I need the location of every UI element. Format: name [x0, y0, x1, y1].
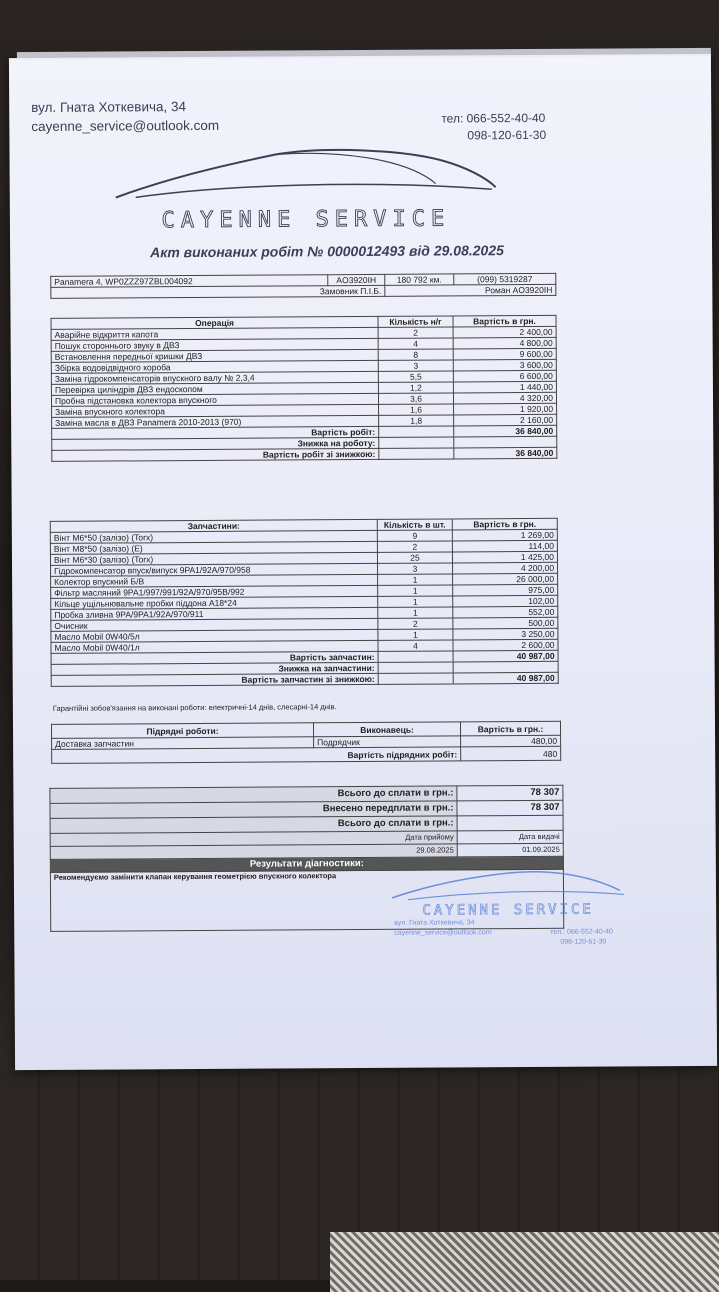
ops-discounted-label: Вартість робіт зі знижкою:	[52, 448, 379, 461]
parts-discounted-label: Вартість запчастин зі знижкою:	[51, 673, 378, 686]
warranty-text: Гарантійні зобов'язання на виконані роботи: електричні-14 днів, слесарні-14 днів.	[52, 702, 337, 713]
diagnostics-text: Рекомендуємо замінити клапан керування геометрією впускного колектора	[50, 869, 563, 931]
operations-table	[51, 315, 558, 462]
part-name: Пробка зливна 9PA/9PA1/92A/970/911	[51, 607, 378, 620]
parts-discounted-value: 40 987,00	[453, 672, 558, 684]
operation-qty: 4	[378, 338, 453, 349]
part-qty: 25	[377, 552, 452, 563]
sub-total-value: 480	[461, 746, 561, 761]
part-name: Фільтр масляний 9PA1/997/991/92A/970/95B/992	[51, 585, 378, 598]
vehicle-plate: AO3920IH	[328, 274, 385, 285]
parts-col-cost: Вартість в грн.	[452, 518, 557, 530]
operation-qty: 3,6	[378, 393, 453, 404]
invoice-sheet	[9, 54, 717, 1070]
part-cost: 114,00	[452, 540, 557, 552]
part-cost: 3 250,00	[453, 628, 558, 640]
operation-qty: 1,2	[378, 382, 453, 393]
part-qty: 1	[378, 596, 453, 607]
customer-phone: (099) 5319287	[454, 273, 556, 285]
operation-name: Аварійне відкриття капота	[51, 327, 378, 340]
part-name: Колектор впускний Б/В	[51, 574, 378, 587]
ops-total-label: Вартість робіт:	[52, 426, 379, 439]
part-qty: 3	[378, 563, 453, 574]
company-stamp	[388, 866, 629, 957]
summary-due-label: Всього до сплати в грн.:	[50, 816, 457, 833]
ops-discount-value	[454, 436, 557, 448]
phone-1: тел: 066-552-40-40	[441, 110, 546, 126]
operation-cost: 6 600,00	[453, 370, 556, 382]
ops-col-operation: Операція	[51, 316, 378, 329]
parts-col-qty: Кількість в шт.	[377, 519, 452, 530]
car-logo-icon	[105, 143, 506, 235]
part-qty: 1	[378, 607, 453, 618]
part-qty: 1	[378, 629, 453, 640]
summary-prepaid-value: 78 307	[457, 800, 563, 816]
stamp-email: cayenne_service@outlook.com	[394, 929, 492, 937]
date-issued: 01.09.2025	[457, 843, 563, 857]
customer-value: Роман AO3920IH	[385, 284, 556, 296]
operation-name: Пробна підстановка колектора впускного	[51, 393, 378, 406]
operation-qty: 1,8	[379, 415, 454, 426]
operation-name: Пошук стороннього звуку в ДВЗ	[51, 338, 378, 351]
summary-due-value	[457, 815, 563, 831]
parts-discount-label: Знижка на запчастини:	[51, 662, 378, 675]
vehicle-info-table	[50, 273, 556, 299]
operation-name: Заміна гідрокомпенсаторів впускного валу № 2,3,4	[51, 371, 378, 384]
summary-total-value: 78 307	[457, 785, 563, 801]
customer-label: Замовник П.І.Б.	[51, 285, 385, 298]
ops-total-value: 36 840,00	[454, 425, 557, 437]
part-qty: 1	[378, 574, 453, 585]
part-cost: 2 600,00	[453, 639, 558, 651]
sub-col-cost: Вартість в грн.:	[460, 721, 560, 736]
ops-discount-label: Знижка на роботу:	[52, 437, 379, 450]
part-name: Масло Mobil 0W40/5л	[51, 629, 378, 642]
sub-total-label: Вартість підрядних робіт:	[52, 747, 461, 763]
part-qty: 2	[378, 618, 453, 629]
part-cost: 4 200,00	[453, 562, 558, 574]
operation-name: Встановлення передньої кришки ДВЗ	[51, 349, 378, 362]
part-qty: 2	[377, 541, 452, 552]
part-cost: 102,00	[453, 595, 558, 607]
operation-name: Збірка водовідвідного короба	[51, 360, 378, 373]
sub-col-name: Підрядні роботи:	[51, 723, 313, 739]
sub-row-cost: 480,00	[461, 735, 561, 747]
vehicle-mileage: 180 792 км.	[385, 274, 454, 285]
sub-col-executor: Виконавець:	[313, 722, 460, 737]
operation-qty: 5,5	[378, 371, 453, 382]
part-qty: 4	[378, 640, 453, 651]
operation-cost: 9 600,00	[453, 348, 556, 360]
parts-total-value: 40 987,00	[453, 650, 558, 662]
summary-prepaid-label: Внесено передплати в грн.:	[50, 801, 457, 818]
fabric	[330, 1232, 719, 1292]
address: вул. Гната Хоткевича, 34	[31, 99, 187, 116]
part-cost: 975,00	[453, 584, 558, 596]
part-cost: 500,00	[453, 617, 558, 629]
part-cost: 1 269,00	[452, 529, 557, 541]
stamp-phone-2: 098-120-61-30	[560, 938, 607, 946]
operation-name: Заміна масла в ДВЗ Panamera 2010-2013 (970)	[52, 415, 379, 428]
summary-total-label: Всього до сплати в грн.:	[50, 786, 457, 803]
operation-cost: 2 160,00	[454, 414, 557, 426]
part-name: Вінт М6*30 (залізо) (Torx)	[50, 552, 377, 565]
sub-row-executor: Подрядчик	[314, 736, 461, 748]
part-cost: 26 000,00	[453, 573, 558, 585]
part-qty: 9	[377, 530, 452, 541]
ops-col-cost: Вартість в грн.	[453, 315, 556, 327]
part-name: Гідрокомпенсатор впуск/випуск 9PA1/92A/970/958	[51, 563, 378, 576]
logo-text: CAYENNE SERVICE	[161, 206, 451, 234]
stamp-phone-1: тел.: 066-552-40-40	[550, 928, 613, 936]
operation-cost: 1 440,00	[453, 381, 556, 393]
document-title: Акт виконаних робіт № 0000012493 від 29.08.2025	[150, 242, 504, 261]
part-cost: 1 425,00	[452, 551, 557, 563]
operation-qty: 8	[378, 349, 453, 360]
operation-qty: 1,6	[379, 404, 454, 415]
part-cost: 552,00	[453, 606, 558, 618]
operation-cost: 1 920,00	[454, 403, 557, 415]
ops-col-qty: Кількість н/г	[378, 316, 453, 327]
stamp-car-icon	[388, 866, 628, 917]
stamp-address: вул. Гната Хоткевича, 34	[394, 919, 475, 927]
operation-qty: 2	[378, 327, 453, 338]
stamp-logo-text: CAYENNE SERVICE	[422, 901, 594, 918]
parts-total-label: Вартість запчастин:	[51, 651, 378, 664]
operation-name: Заміна впускного колектора	[52, 404, 379, 417]
operation-cost: 4 320,00	[453, 392, 556, 404]
part-name: Очисник	[51, 618, 378, 631]
operation-cost: 4 800,00	[453, 337, 556, 349]
part-qty: 1	[378, 585, 453, 596]
date-received-label: Дата прийому	[50, 831, 457, 846]
operation-qty: 3	[378, 360, 453, 371]
date-received: 29.08.2025	[50, 844, 457, 859]
parts-table	[50, 518, 559, 687]
part-name: Масло Mobil 0W40/1л	[51, 640, 378, 653]
email: cayenne_service@outlook.com	[31, 117, 220, 135]
part-name: Кільце ущільнювальне пробки піддона A18*24	[51, 596, 378, 609]
date-issued-label: Дата видачі	[457, 830, 563, 844]
operation-cost: 2 400,00	[453, 326, 556, 338]
subcontract-table	[51, 721, 561, 764]
vehicle-model-vin: Panamera 4, WP0ZZZ97ZBL004092	[51, 275, 328, 288]
sub-row-name: Доставка запчастин	[52, 737, 314, 750]
operation-cost: 3 600,00	[453, 359, 556, 371]
ops-discounted-value: 36 840,00	[454, 447, 557, 459]
part-name: Вінт М6*50 (залізо) (Torx)	[50, 530, 377, 543]
diagnostics-title: Результати діагностики:	[50, 856, 563, 872]
phone-2: 098-120-61-30	[467, 127, 547, 143]
operation-name: Перевірка циліндрів ДВЗ ендоскопом	[51, 382, 378, 395]
parts-discount-value	[453, 661, 558, 673]
parts-col-name: Запчастини:	[50, 519, 377, 532]
part-name: Вінт М8*50 (залізо) (E)	[50, 541, 377, 554]
